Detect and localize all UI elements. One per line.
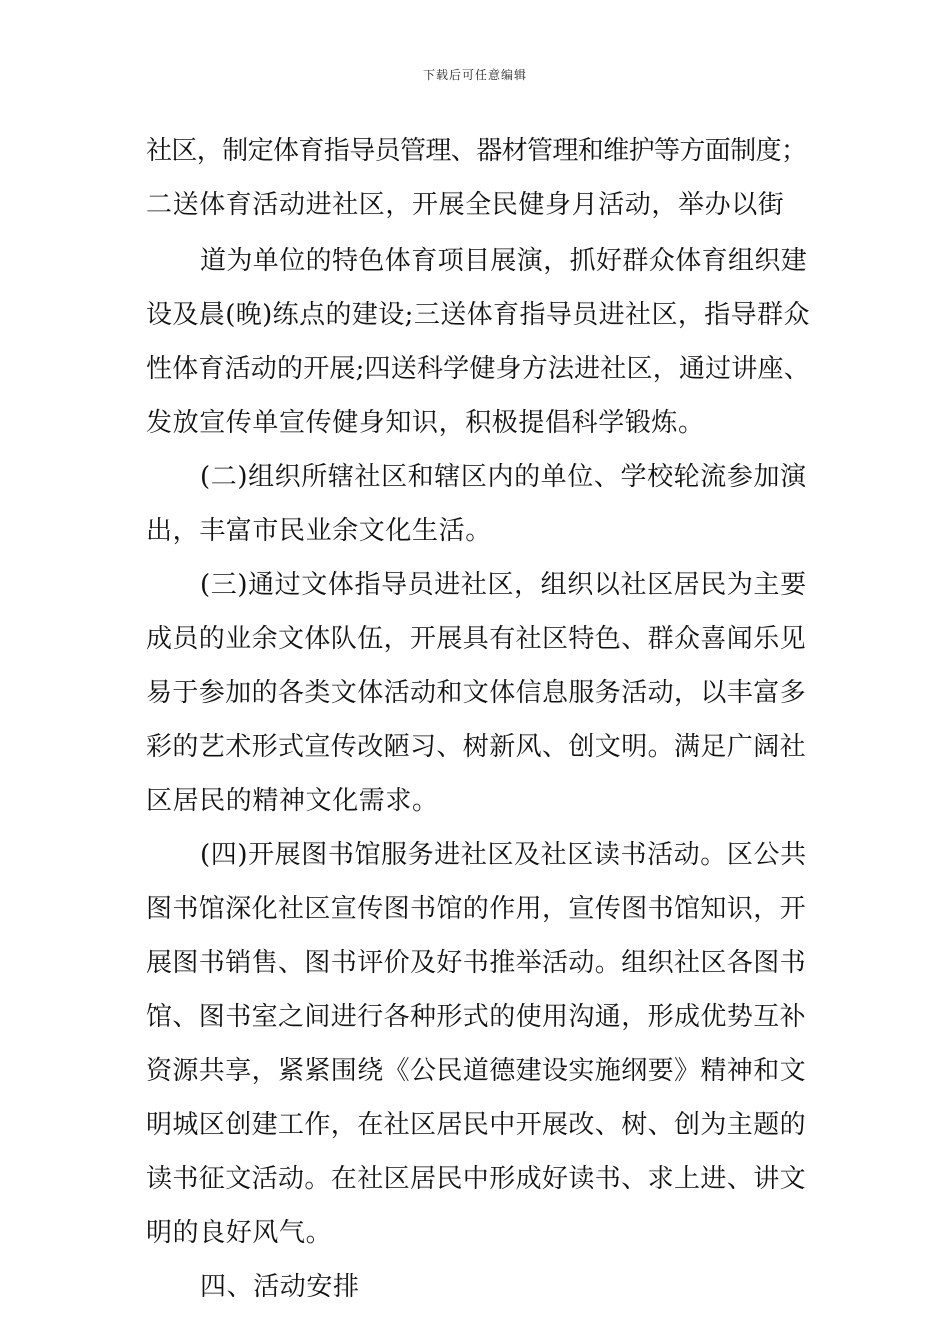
document-body [146, 124, 810, 1314]
paragraph-start: (四)开展图书馆服务进社区及社区读书活动。区公共 [200, 840, 807, 870]
paragraph-start: (三)通过文体指导员进社区，组织以社区居民为主要 [200, 570, 807, 600]
text-line: 区居民的精神文化需求。 [146, 786, 439, 816]
text-line: 明城区创建工作，在社区居民中开展改、树、创为主题的 [146, 1110, 807, 1140]
section-heading: 四、活动安排 [200, 1272, 360, 1302]
text-line: 道为单位的特色体育项目展演，抓好群众体育组织建 [200, 246, 808, 276]
text-line: 社区，制定体育指导员管理、器材管理和维护等方面制度； [146, 136, 807, 166]
text-line: 二送体育活动进社区，开展全民健身月活动，举办以街 [146, 190, 785, 220]
paragraph-start: (二)组织所辖社区和辖区内的单位、学校轮流参加演 [200, 462, 807, 492]
text-line: 设及晨(晚)练点的建设;三送体育指导员进社区，指导群众 [146, 300, 810, 330]
header-note: 下载后可任意编辑 [422, 68, 527, 82]
text-line: 明的良好风气。 [146, 1218, 333, 1248]
text-line: 图书馆深化社区宣传图书馆的作用，宣传图书馆知识，开 [146, 894, 807, 924]
text-line: 易于参加的各类文体活动和文体信息服务活动，以丰富多 [146, 678, 807, 708]
text-line: 读书征文活动。在社区居民中形成好读书、求上进、讲文 [146, 1164, 807, 1194]
text-line: 成员的业余文体队伍，开展具有社区特色、群众喜闻乐见 [146, 624, 807, 654]
text-line: 彩的艺术形式宣传改陋习、树新风、创文明。满足广阔社 [146, 732, 807, 762]
text-line: 性体育活动的开展;四送科学健身方法进社区，通过讲座、 [146, 354, 810, 384]
text-line: 馆、图书室之间进行各种形式的使用沟通，形成优势互补 [146, 1002, 807, 1032]
text-line: 展图书销售、图书评价及好书推举活动。组织社区各图书 [146, 948, 807, 978]
text-line: 资源共享，紧紧围绕《公民道德建设实施纲要》精神和文 [146, 1056, 807, 1086]
text-line: 出，丰富市民业余文化生活。 [146, 516, 492, 546]
text-line: 发放宣传单宣传健身知识，积极提倡科学锻炼。 [146, 408, 705, 438]
